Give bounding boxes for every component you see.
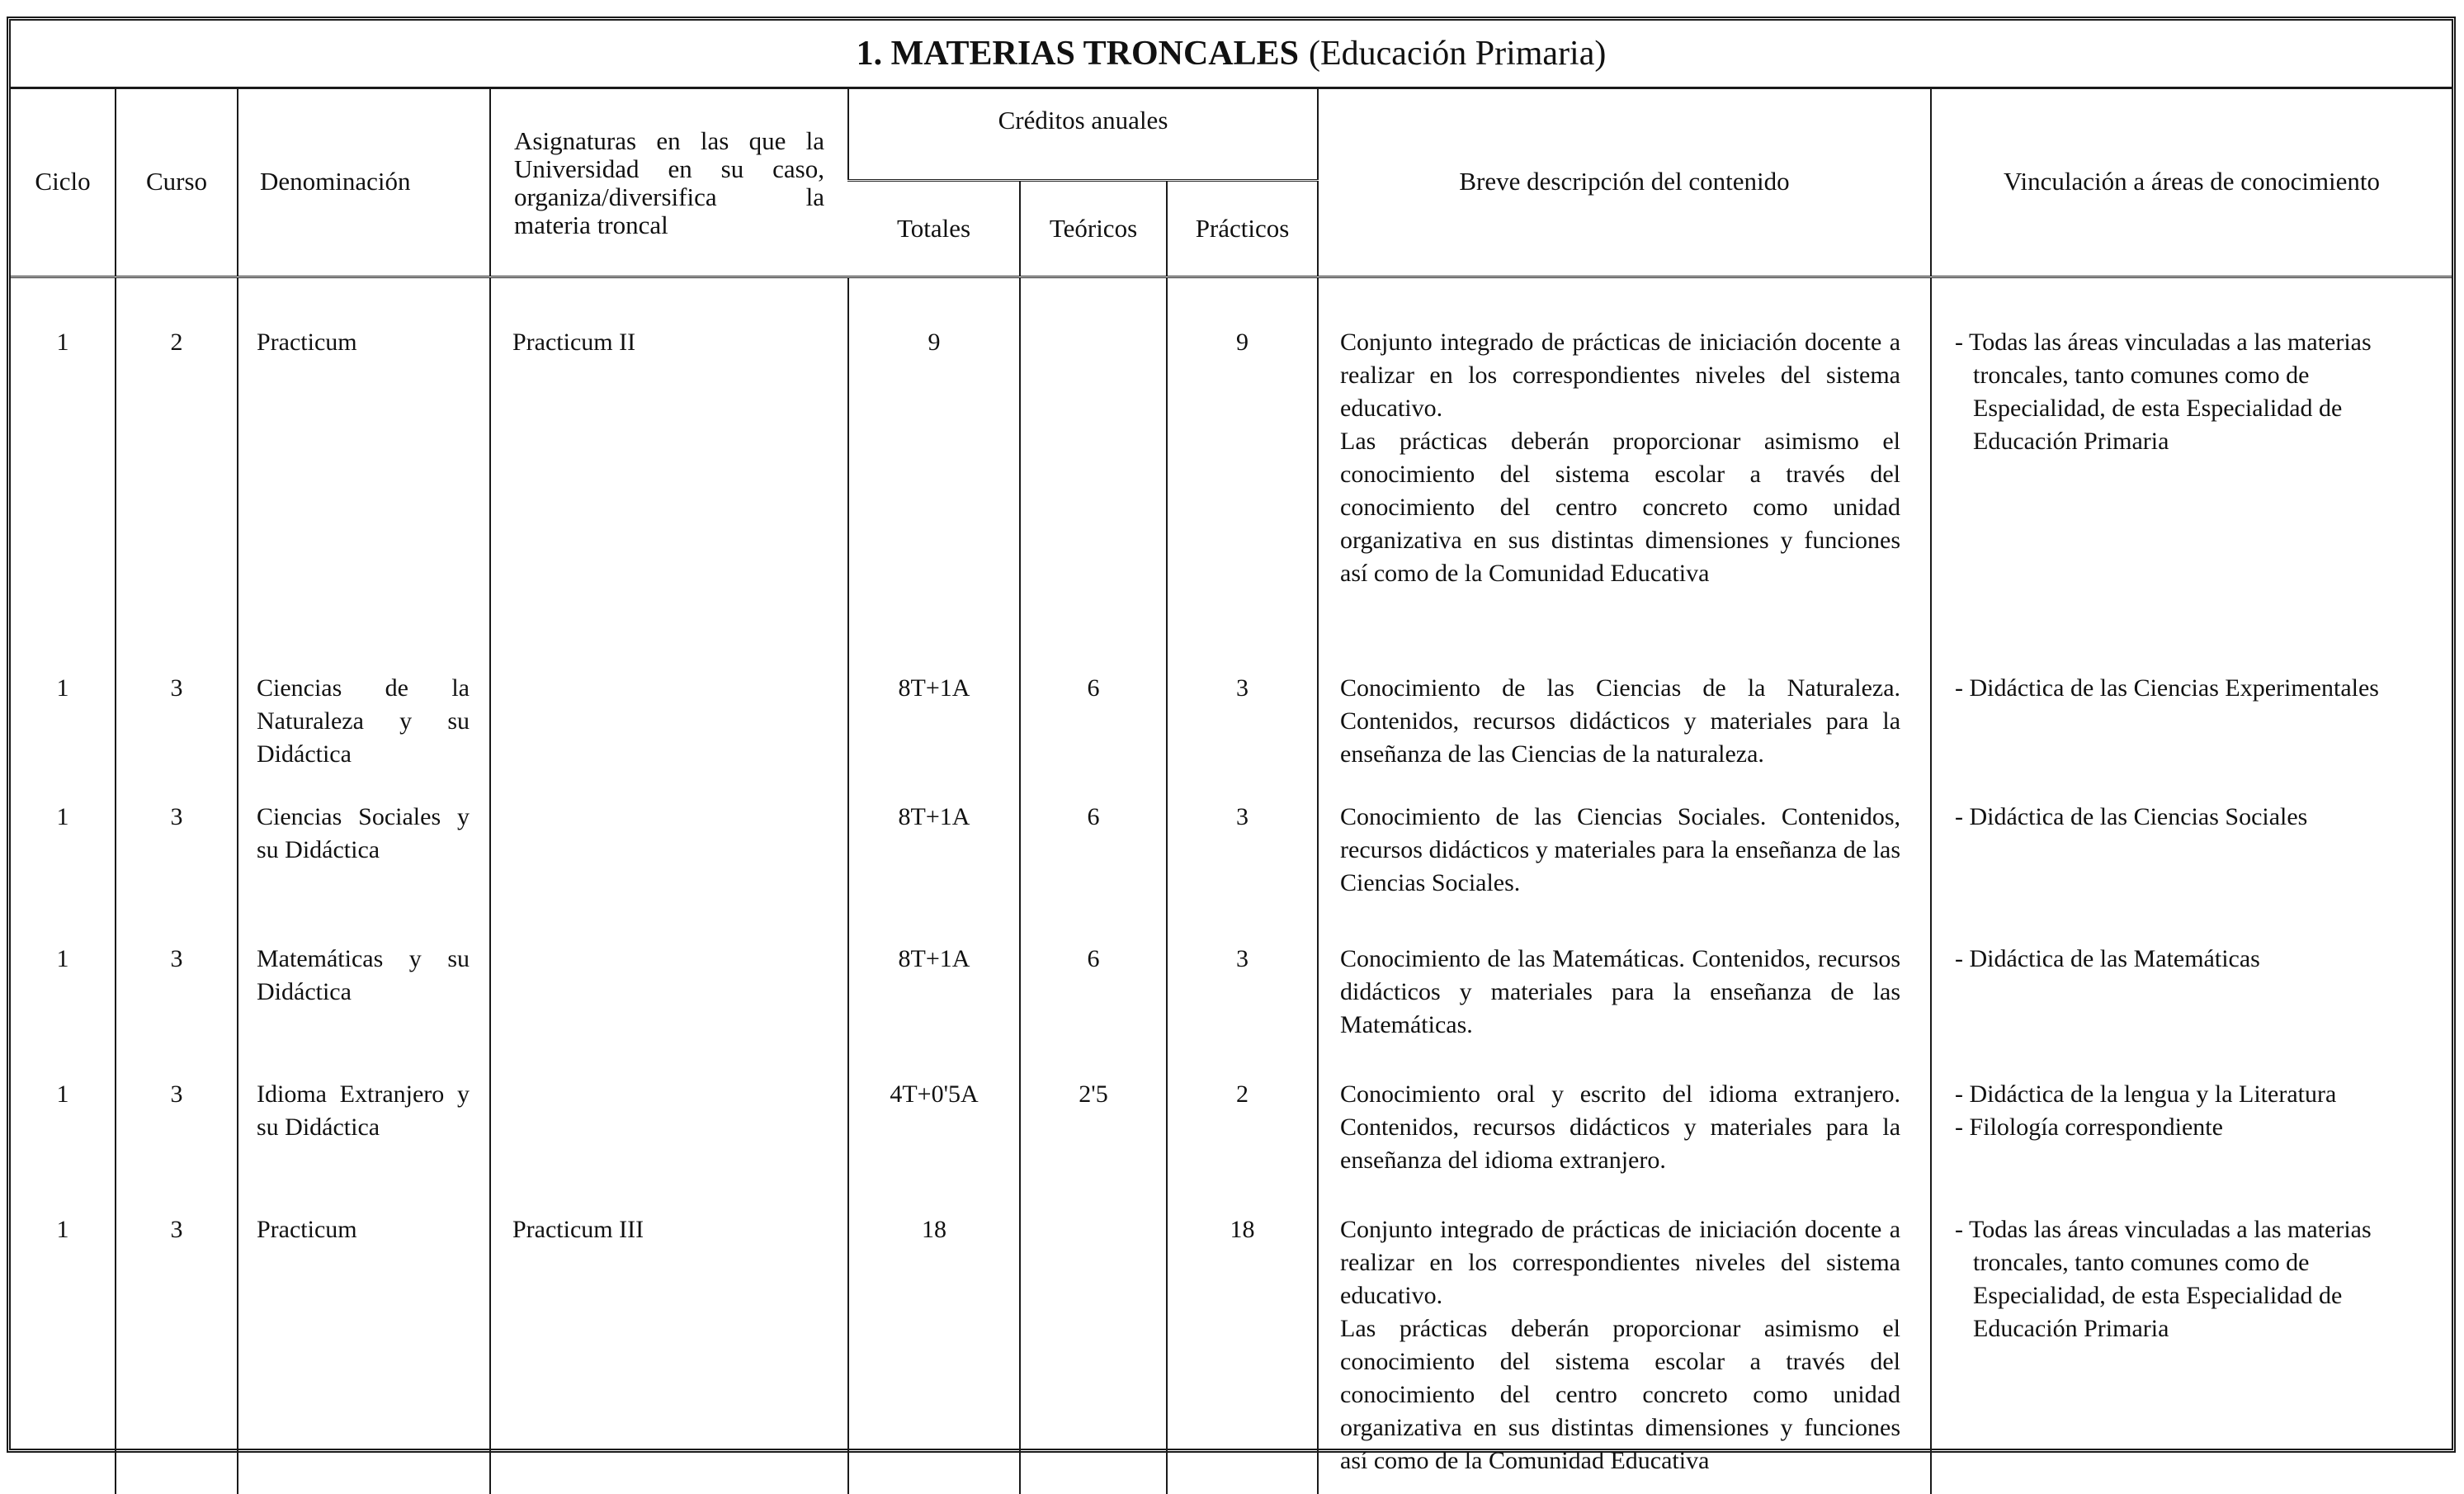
cell-descripcion bbox=[1318, 1075, 1931, 1210]
table-row bbox=[11, 277, 2452, 669]
cell-descripcion bbox=[1318, 939, 1931, 1075]
cell-asignatura bbox=[490, 797, 848, 939]
table-frame bbox=[7, 17, 2456, 1474]
cell-totales: 8T+1A bbox=[848, 797, 1020, 939]
header-curso: Curso bbox=[116, 87, 238, 277]
cell-totales: 18 bbox=[848, 1210, 1020, 1494]
vinculacion-item: - Todas las áreas vinculadas a las materias troncales, tanto comunes como de Especialidad, de esta Especialidad de Educación Primaria bbox=[1955, 329, 2372, 455]
cell-teoricos bbox=[1020, 1210, 1167, 1494]
table-row bbox=[11, 1210, 2452, 1494]
cell-curso: 3 bbox=[116, 797, 238, 939]
table-row bbox=[11, 797, 2452, 939]
table-row bbox=[11, 669, 2452, 797]
cell-vinculacion bbox=[1931, 797, 2452, 939]
cell-denominacion: Ciencias de la Naturaleza y su Didáctica bbox=[238, 669, 490, 797]
descripcion-text: Conocimiento de las Matemáticas. Contenidos, recursos didácticos y materiales para la enseñanza de las Matemáticas. bbox=[1340, 945, 1901, 1038]
descripcion-text: Conjunto integrado de prácticas de iniciación docente a realizar en los correspondientes niveles del sistema educativo. bbox=[1340, 1216, 1901, 1309]
cell-denominacion: Ciencias Sociales y su Didáctica bbox=[238, 797, 490, 939]
cell-curso: 3 bbox=[116, 669, 238, 797]
cell-practicos: 18 bbox=[1167, 1210, 1318, 1494]
descripcion-text-2: Las prácticas deberán proporcionar asimismo el conocimiento del sistema escolar a través del conocimiento del centro concreto como unidad organizativa en sus distintas dimensiones y funciones así como de la Comunidad Educativa bbox=[1340, 1315, 1901, 1474]
header-denominacion: Denominación bbox=[238, 87, 490, 277]
cell-vinculacion bbox=[1931, 1210, 2452, 1494]
cell-vinculacion bbox=[1931, 669, 2452, 797]
cell-totales: 9 bbox=[848, 277, 1020, 669]
header-asignaturas: Asignaturas en las que la Universidad en su caso, organiza/diversifica la materia troncal bbox=[490, 87, 848, 277]
header-teoricos: Teóricos bbox=[1020, 181, 1167, 277]
cell-denominacion: Matemáticas y su Didáctica bbox=[238, 939, 490, 1075]
cell-asignatura bbox=[490, 1075, 848, 1210]
cell-totales: 8T+1A bbox=[848, 939, 1020, 1075]
vinculacion-item-2: - Filología correspondiente bbox=[1955, 1113, 2223, 1141]
table-row bbox=[11, 1075, 2452, 1210]
cell-teoricos bbox=[1020, 277, 1167, 669]
cell-ciclo: 1 bbox=[56, 329, 69, 356]
descripcion-text: Conocimiento oral y escrito del idioma extranjero. Contenidos, recursos didácticos y materiales para la enseñanza del idioma extranjero. bbox=[1340, 1080, 1901, 1174]
cell-practicos: 3 bbox=[1167, 939, 1318, 1075]
cell-denominacion: Idioma Extranjero y su Didáctica bbox=[238, 1075, 490, 1210]
cell-vinculacion bbox=[1931, 1075, 2452, 1210]
cell-vinculacion bbox=[1931, 277, 2452, 669]
cell-asignatura bbox=[490, 669, 848, 797]
cell-descripcion bbox=[1318, 797, 1931, 939]
cell-denominacion: Practicum bbox=[238, 1210, 490, 1494]
cell-asignatura: Practicum III bbox=[490, 1210, 848, 1494]
cell-teoricos: 6 bbox=[1020, 669, 1167, 797]
cell-asignatura bbox=[490, 939, 848, 1075]
cell-descripcion bbox=[1318, 1210, 1931, 1494]
vinculacion-item: - Didáctica de las Matemáticas bbox=[1955, 945, 2260, 972]
descripcion-text: Conocimiento de las Ciencias de la Naturaleza. Contenidos, recursos didácticos y materiales para la enseñanza de las Ciencias de la naturaleza. bbox=[1340, 674, 1901, 768]
cell-descripcion bbox=[1318, 277, 1931, 669]
header-practicos: Prácticos bbox=[1167, 181, 1318, 277]
cell-teoricos: 6 bbox=[1020, 797, 1167, 939]
cell-totales: 8T+1A bbox=[848, 669, 1020, 797]
vinculacion-item: - Didáctica de las Ciencias Sociales bbox=[1955, 803, 2308, 830]
materias-table bbox=[11, 87, 2452, 1494]
page-title bbox=[11, 21, 2452, 89]
descripcion-text: Conjunto integrado de prácticas de iniciación docente a realizar en los correspondientes niveles del sistema educativo. bbox=[1340, 329, 1901, 422]
vinculacion-item: - Didáctica de la lengua y la Literatura bbox=[1955, 1080, 2337, 1108]
header-vinculacion: Vinculación a áreas de conocimiento bbox=[1931, 87, 2452, 277]
vinculacion-item: - Didáctica de las Ciencias Experimentales bbox=[1955, 674, 2379, 702]
cell-ciclo: 1 bbox=[56, 674, 69, 702]
cell-ciclo: 1 bbox=[56, 945, 69, 972]
header-creditos: Créditos anuales bbox=[848, 87, 1318, 181]
cell-practicos: 2 bbox=[1167, 1075, 1318, 1210]
cell-ciclo: 1 bbox=[56, 803, 69, 830]
header-ciclo: Ciclo bbox=[11, 87, 116, 277]
cell-totales: 4T+0'5A bbox=[848, 1075, 1020, 1210]
cell-teoricos: 6 bbox=[1020, 939, 1167, 1075]
descripcion-text: Conocimiento de las Ciencias Sociales. Contenidos, recursos didácticos y materiales para la enseñanza de las Ciencias Sociales. bbox=[1340, 803, 1901, 896]
cell-curso: 3 bbox=[116, 1210, 238, 1494]
cell-denominacion: Practicum bbox=[238, 277, 490, 669]
title-subtitle: (Educación Primaria) bbox=[1309, 35, 1607, 73]
header-totales: Totales bbox=[848, 181, 1020, 277]
cell-asignatura: Practicum II bbox=[490, 277, 848, 669]
cell-practicos: 3 bbox=[1167, 797, 1318, 939]
descripcion-text-2: Las prácticas deberán proporcionar asimismo el conocimiento del sistema escolar a través del conocimiento del centro concreto como unidad organizativa en sus distintas dimensiones y funciones así como de la Comunidad Educativa bbox=[1340, 428, 1901, 587]
cell-practicos: 9 bbox=[1167, 277, 1318, 669]
cell-curso: 3 bbox=[116, 939, 238, 1075]
cell-descripcion bbox=[1318, 669, 1931, 797]
cell-ciclo: 1 bbox=[56, 1080, 69, 1108]
cell-curso: 2 bbox=[116, 277, 238, 669]
cell-ciclo: 1 bbox=[56, 1216, 69, 1243]
header-descripcion: Breve descripción del contenido bbox=[1318, 87, 1931, 277]
cell-curso: 3 bbox=[116, 1075, 238, 1210]
cell-practicos: 3 bbox=[1167, 669, 1318, 797]
cell-vinculacion bbox=[1931, 939, 2452, 1075]
vinculacion-item: - Todas las áreas vinculadas a las materias troncales, tanto comunes como de Especialidad, de esta Especialidad de Educación Primaria bbox=[1955, 1216, 2372, 1342]
title-bold: 1. MATERIAS TRONCALES bbox=[856, 35, 1300, 73]
table-row bbox=[11, 939, 2452, 1075]
cell-teoricos: 2'5 bbox=[1020, 1075, 1167, 1210]
